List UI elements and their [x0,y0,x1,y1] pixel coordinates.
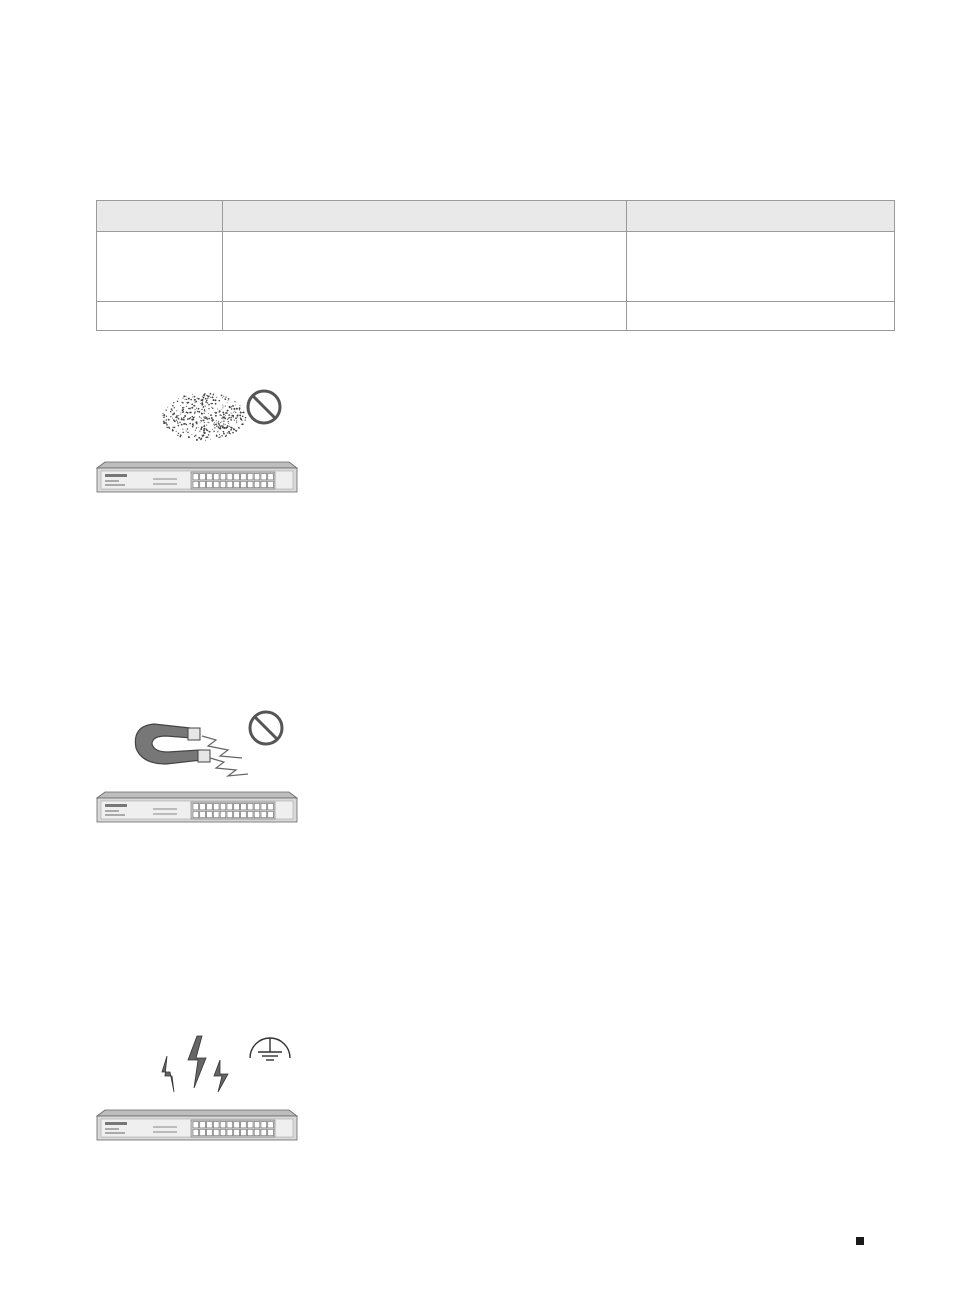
switch-port [213,811,219,817]
switch-port [200,1129,206,1135]
switch-port [261,1129,267,1135]
switch-port [241,481,247,487]
switch-port [213,481,219,487]
switch-port [200,481,206,487]
switch-port [241,474,247,480]
switch-port [193,1129,199,1135]
switch-port [207,811,213,817]
table-cell [627,232,894,301]
network-switch-icon [97,1110,297,1140]
lightning-icon [162,1036,228,1092]
switch-port [234,1129,240,1135]
switch-port [254,804,260,810]
switch-port [227,474,233,480]
switch-port [213,1122,219,1128]
switch-port [234,1122,240,1128]
switch-port [213,804,219,810]
switch-port [261,474,267,480]
table-header-row [97,201,894,232]
switch-port [241,804,247,810]
switch-port [234,804,240,810]
table-cell [223,302,627,330]
switch-port [193,811,199,817]
switch-port [234,474,240,480]
switch-port [261,804,267,810]
switch-port [227,1129,233,1135]
dust-illustration [92,385,302,497]
switch-port [193,481,199,487]
table-cell [97,232,223,301]
switch-port [261,481,267,487]
switch-port [254,481,260,487]
magnet-illustration [92,706,302,826]
switch-port [241,1129,247,1135]
switch-port [207,481,213,487]
switch-port [213,1129,219,1135]
table-cell [97,302,223,330]
switch-port [207,804,213,810]
switch-port [213,474,219,480]
switch-port [234,481,240,487]
table-cell [223,232,627,301]
switch-port [268,1122,274,1128]
lightning-illustration [92,1030,302,1146]
page-marker [856,1237,864,1245]
switch-port [220,1129,226,1135]
ground-icon [250,1038,290,1060]
network-switch-icon [97,792,297,822]
table-row [97,302,894,330]
switch-port [247,811,253,817]
switch-port [220,811,226,817]
table-header-cell [223,201,627,231]
specification-table [96,200,895,331]
table-row [97,232,894,302]
switch-port [193,1122,199,1128]
switch-port [200,804,206,810]
switch-port [227,811,233,817]
switch-port [200,811,206,817]
switch-port [241,1122,247,1128]
switch-port [268,804,274,810]
table-header-cell [97,201,223,231]
switch-port [247,474,253,480]
switch-port [261,1122,267,1128]
dust-particles-icon [162,393,246,441]
switch-port [193,804,199,810]
switch-port [227,804,233,810]
switch-port [220,481,226,487]
switch-port [247,481,253,487]
switch-port [268,811,274,817]
switch-port [207,474,213,480]
prohibited-icon [250,712,282,744]
switch-port [254,811,260,817]
switch-port [254,1122,260,1128]
switch-port [234,811,240,817]
switch-port [227,481,233,487]
switch-port [220,1122,226,1128]
prohibited-icon [248,391,280,423]
switch-port [207,1129,213,1135]
switch-port [220,804,226,810]
switch-port [220,474,226,480]
switch-port [193,474,199,480]
switch-port [268,474,274,480]
table-cell [627,302,894,330]
switch-port [247,1122,253,1128]
magnet-icon [135,724,210,764]
table-header-cell [627,201,894,231]
switch-port [200,1122,206,1128]
switch-port [200,474,206,480]
switch-port [207,1122,213,1128]
switch-port [247,804,253,810]
switch-port [254,1129,260,1135]
switch-port [268,1129,274,1135]
network-switch-icon [97,462,297,492]
switch-port [227,1122,233,1128]
switch-port [261,811,267,817]
switch-port [241,811,247,817]
switch-port [254,474,260,480]
switch-port [268,481,274,487]
switch-port [247,1129,253,1135]
